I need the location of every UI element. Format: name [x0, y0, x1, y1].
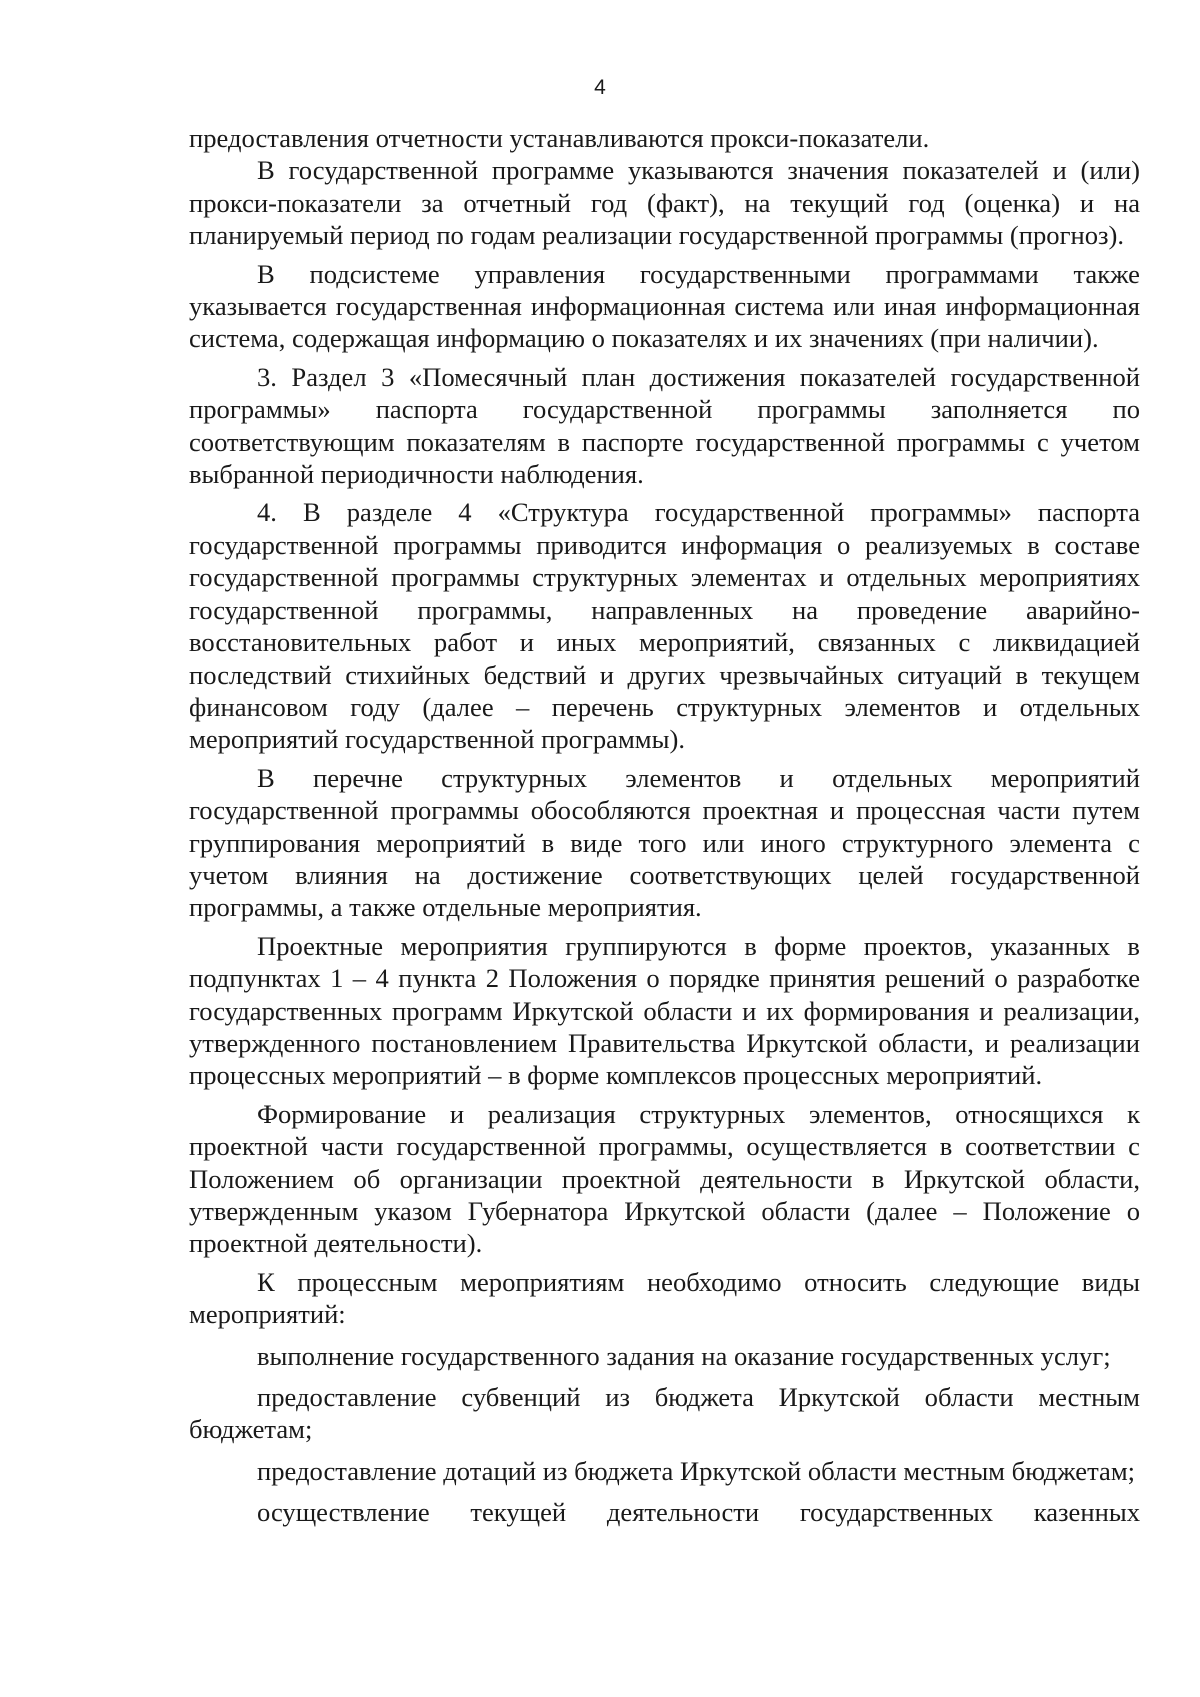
paragraph-section-4: 4. В разделе 4 «Структура государственной программы» паспорта государственной программы приводится информация о реализуемых в составе государственной программы структурных элементах и отдельных мероприятиях государственной программы, направленных на проведение аварийно-восстановительных работ и иных мероприятий, связанных с ликвидацией последствий стихийных бедствий и других чрезвычайных ситуаций в текущем финансовом году (далее – перечень структурных элементов и отдельных мероприятий государственной программы). — [189, 497, 1140, 755]
document-body — [189, 122, 1140, 1529]
paragraph-project-activities: Проектные мероприятия группируются в форме проектов, указанных в подпунктах 1 – 4 пункта 2 Положения о порядке принятия решений о разработке государственных программ Иркутской области и их формирования и реализации, утвержденного постановлением Правительства Иркутской области, и реализации процессных мероприятий – в форме комплексов процессных мероприятий. — [189, 930, 1140, 1091]
list-item-subventions: предоставление субвенций из бюджета Иркутской области местным бюджетам; — [189, 1382, 1140, 1445]
paragraph-continuation: предоставления отчетности устанавливаются прокси-показатели. — [189, 123, 930, 153]
paragraph-information-system: В подсистеме управления государственными программами также указывается государственная информационная система или иная информационная система, содержащая информацию о показателях и их значениях (при наличии). — [189, 258, 1140, 354]
list-item-state-task: выполнение государственного задания на оказание государственных услуг; — [257, 1340, 1111, 1371]
page-number: 4 — [594, 76, 606, 99]
list-item-current-activity: осуществление текущей деятельности государственных казенных — [257, 1497, 1140, 1528]
paragraph-process-activities: К процессным мероприятиям необходимо относить следующие виды мероприятий: — [189, 1266, 1140, 1330]
paragraph-project-part: Формирование и реализация структурных элементов, относящихся к проектной части государственной программы, осуществляется в соответствии с Положением об организации проектной деятельности в Иркутской области, утвержденным указом Губернатора Иркутской области (далее – Положение о проектной деятельности). — [189, 1098, 1140, 1259]
paragraph-section-3: 3. Раздел 3 «Помесячный план достижения показателей государственной программы» паспорта государственной программы заполняется по соответствующим показателям в паспорте государственной программы с учетом выбранной периодичности наблюдения. — [189, 361, 1140, 490]
list-item-subsidies: предоставление дотаций из бюджета Иркутской области местным бюджетам; — [257, 1455, 1136, 1486]
paragraph-structural-elements: В перечне структурных элементов и отдельных мероприятий государственной программы обособляются проектная и процессная части путем группирования мероприятий в виде того или иного структурного элемента с учетом влияния на достижение соответствующих целей государственной программы, а также отдельные мероприятия. — [189, 762, 1140, 923]
paragraph-indicator-values: В государственной программе указываются значения показателей и (или) прокси-показатели за отчетный год (факт), на текущий год (оценка) и на планируемый период по годам реализации государственной программы (прогноз). — [189, 155, 1140, 251]
